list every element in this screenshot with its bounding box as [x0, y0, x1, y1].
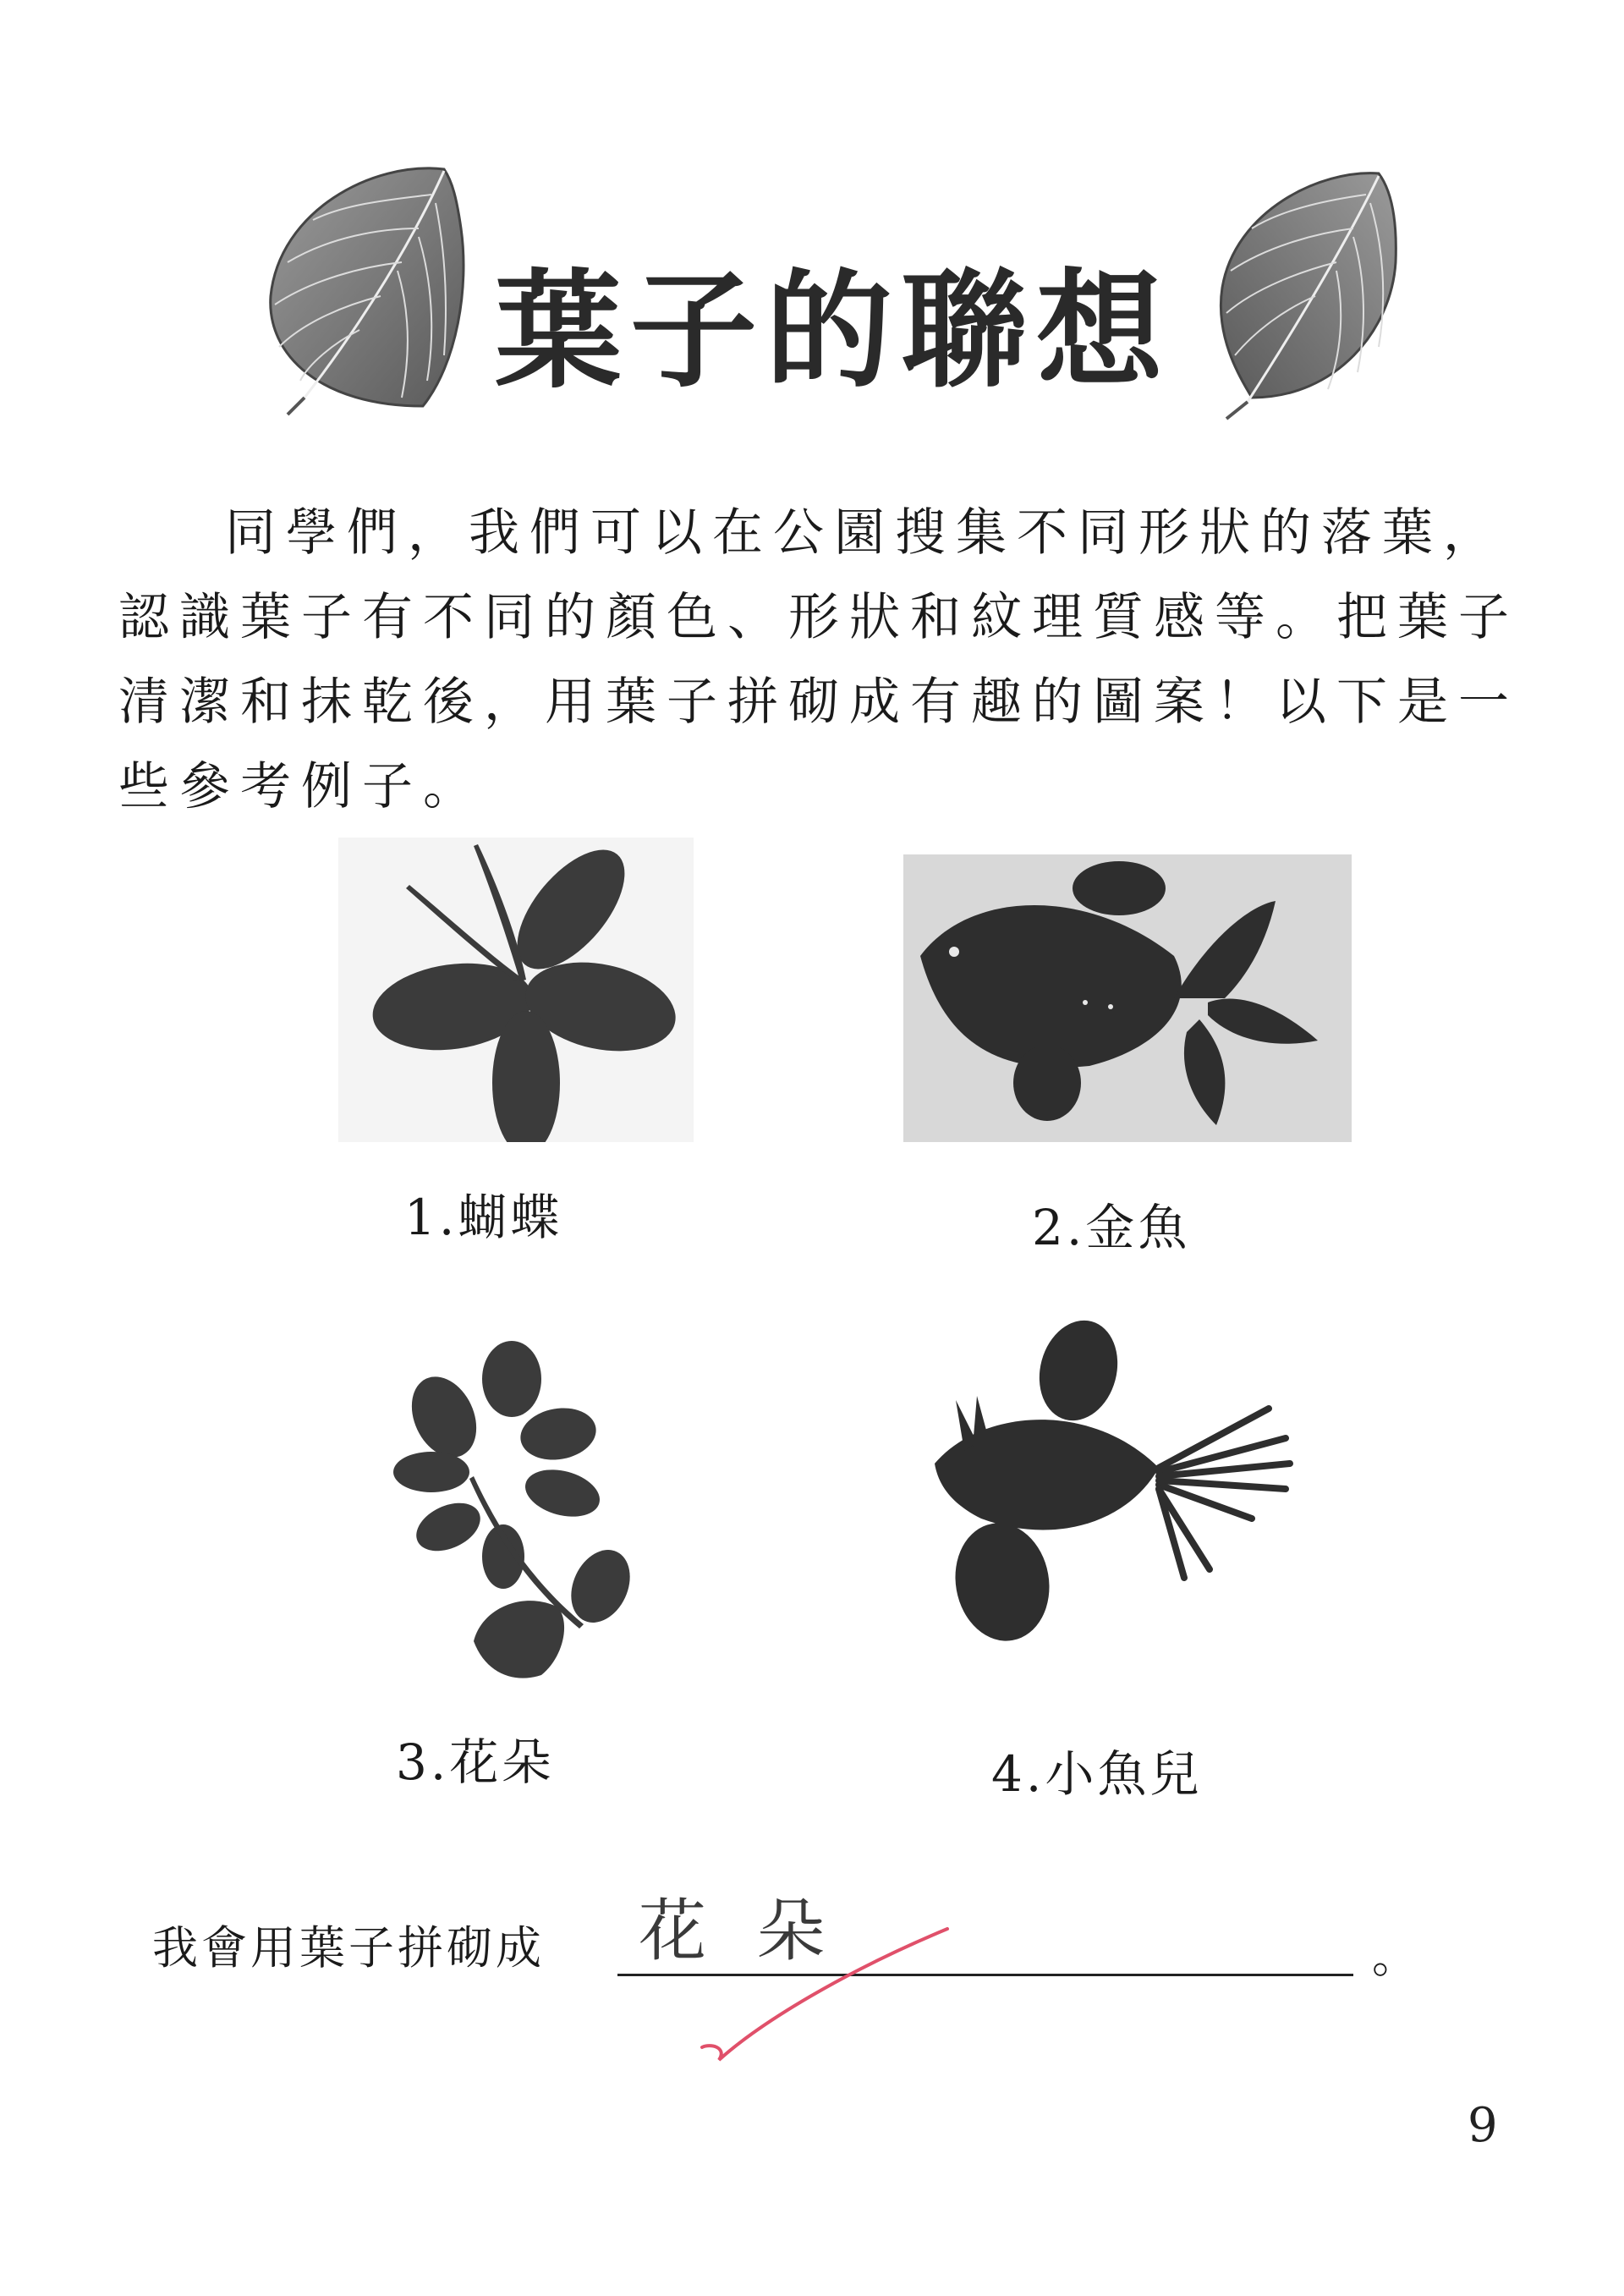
example-small-fish	[930, 1316, 1311, 1671]
answer-prompt: 我會用葉子拼砌成	[152, 1921, 545, 1975]
page-number: 9	[1468, 2098, 1498, 2153]
example-caption: 4.小魚兒	[991, 1745, 1203, 1803]
answer-period: 。	[1372, 1930, 1418, 1983]
example-butterfly	[338, 838, 694, 1142]
example-flower	[389, 1337, 694, 1700]
decorative-leaf-left-icon	[254, 152, 474, 423]
page-title: 葉子的聯想	[494, 258, 1171, 405]
red-checkmark-icon	[694, 1920, 964, 2064]
leaf-goldfish-image	[903, 854, 1352, 1142]
leaf-butterfly-image	[338, 838, 694, 1142]
example-caption: 2.金魚	[1032, 1199, 1191, 1256]
intro-paragraph: 同學們，我們可以在公園搜集不同形狀的落葉，認識葉子有不同的顏色、形狀和紋理質感等。把葉子清潔和抹乾後，用葉子拼砌成有趣的圖案！以下是一些參考例子。	[118, 503, 1519, 816]
example-caption: 1.蝴蝶	[404, 1189, 563, 1246]
handwritten-answer: 花朵	[639, 1892, 875, 1970]
leaf-small-fish-image	[930, 1316, 1311, 1671]
leaf-flower-image	[389, 1337, 694, 1700]
decorative-leaf-right-icon	[1201, 161, 1404, 423]
example-goldfish	[903, 854, 1352, 1142]
title-banner	[254, 152, 1404, 440]
example-caption: 3.花朵	[396, 1733, 555, 1791]
